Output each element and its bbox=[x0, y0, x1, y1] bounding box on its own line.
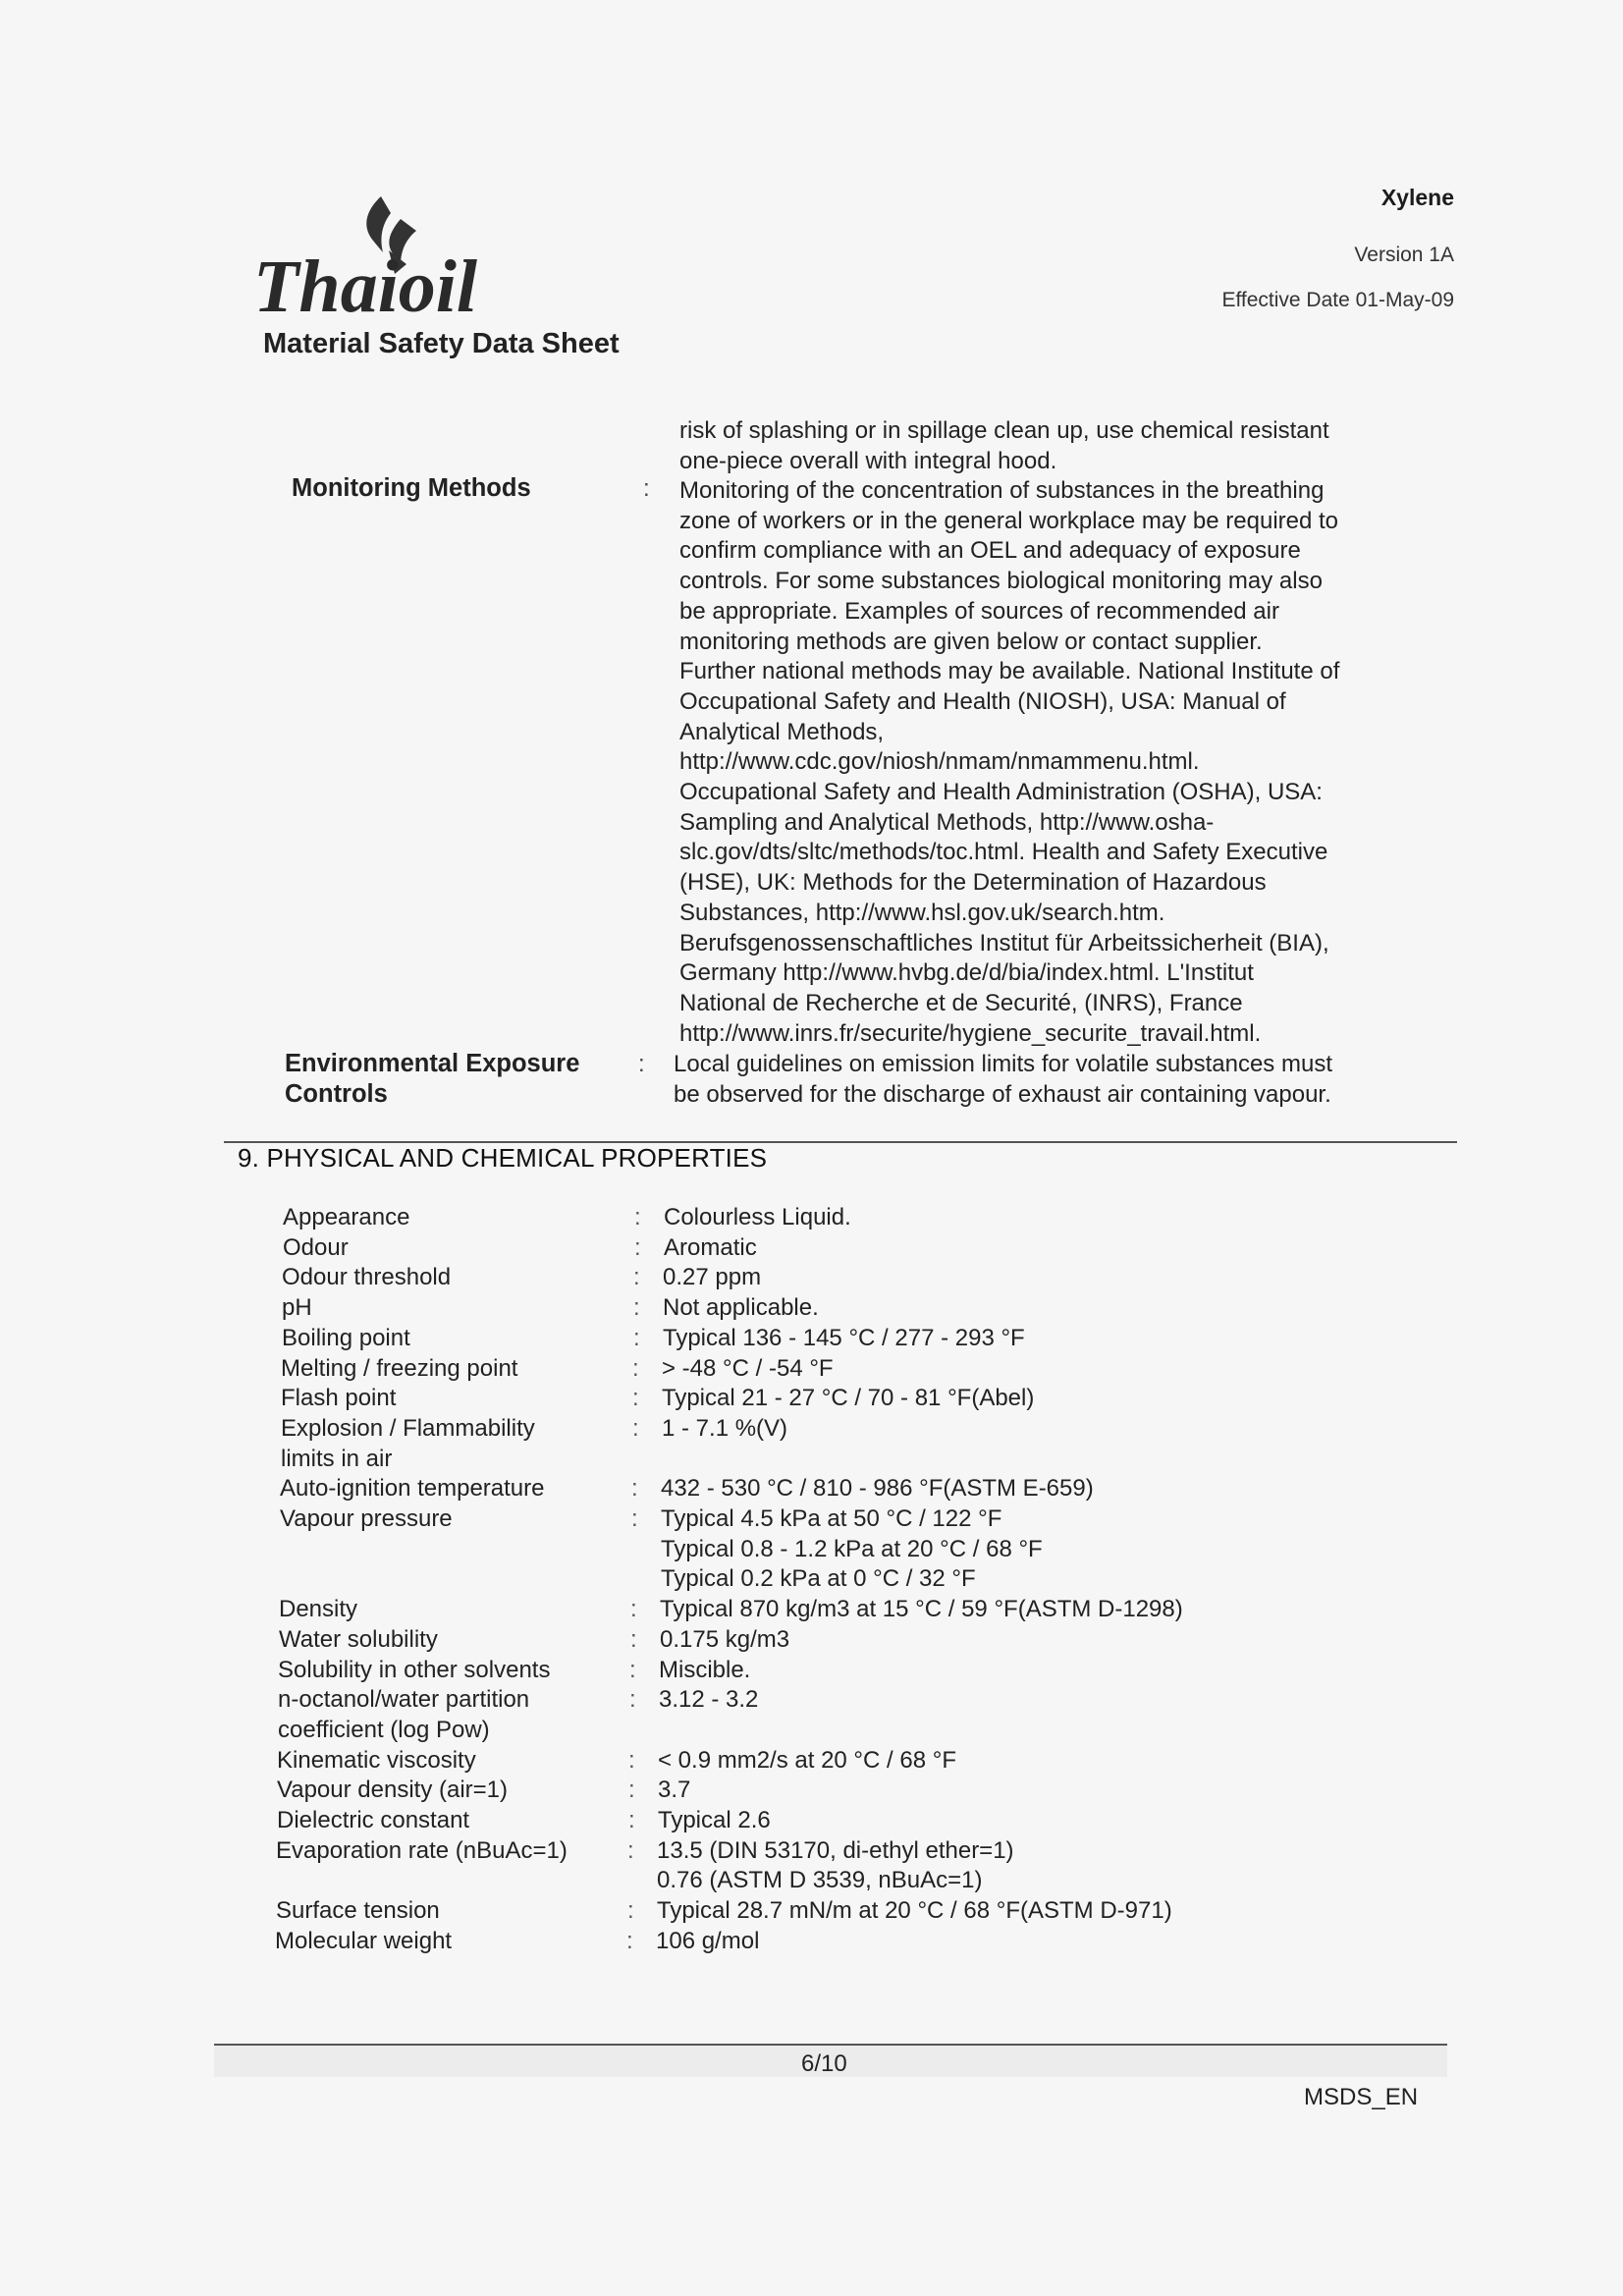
property-label bbox=[275, 1927, 452, 1957]
property-value bbox=[660, 1595, 1183, 1625]
property-label-line: Appearance bbox=[283, 1204, 410, 1230]
property-value bbox=[663, 1293, 819, 1324]
property-label-line: Odour threshold bbox=[282, 1264, 452, 1291]
colon: : bbox=[634, 1233, 641, 1261]
property-label-line: Solubility in other solvents bbox=[278, 1656, 551, 1683]
property-value bbox=[661, 1504, 1043, 1595]
protection-continued-text: risk of splashing or in spillage clean up, use chemical resistant one-piece overall with integral hood. bbox=[679, 417, 1329, 474]
property-label bbox=[276, 1896, 440, 1927]
property-label-line: Boiling point bbox=[282, 1324, 410, 1351]
property-value bbox=[657, 1836, 1014, 1896]
property-value-line: Typical 0.2 kPa at 0 °C / 32 °F bbox=[661, 1565, 976, 1593]
colon: : bbox=[630, 1596, 637, 1623]
version-label: Version 1A bbox=[1354, 244, 1454, 266]
property-label-line: Dielectric constant bbox=[277, 1807, 470, 1833]
property-label-line: limits in air bbox=[281, 1445, 393, 1472]
property-value-line: 0.76 (ASTM D 3539, nBuAc=1) bbox=[657, 1867, 983, 1894]
property-value-line: 432 - 530 °C / 810 - 986 °F(ASTM E-659) bbox=[661, 1475, 1094, 1503]
property-value-line: 3.12 - 3.2 bbox=[659, 1686, 759, 1714]
colon: : bbox=[631, 1505, 638, 1532]
property-value bbox=[662, 1384, 1034, 1414]
property-value bbox=[664, 1203, 851, 1233]
property-label bbox=[278, 1685, 529, 1745]
property-value-line: 106 g/mol bbox=[656, 1927, 760, 1954]
property-value-line: Typical 21 - 27 °C / 70 - 81 °F(Abel) bbox=[662, 1385, 1035, 1412]
colon: : bbox=[628, 1746, 635, 1774]
property-label-line: Vapour pressure bbox=[280, 1505, 453, 1532]
property-value-line: 0.27 ppm bbox=[663, 1264, 762, 1291]
property-value bbox=[656, 1927, 759, 1957]
svg-text:Thaioil: Thaioil bbox=[253, 246, 478, 319]
property-value-line: Typical 4.5 kPa at 50 °C / 122 °F bbox=[661, 1505, 1002, 1532]
colon: : bbox=[633, 1294, 640, 1322]
property-value-line: > -48 °C / -54 °F bbox=[662, 1354, 834, 1382]
property-label bbox=[283, 1203, 409, 1233]
property-label-line: Surface tension bbox=[276, 1897, 440, 1925]
colon: : bbox=[629, 1656, 636, 1683]
property-label-line: Explosion / Flammability bbox=[281, 1414, 535, 1442]
monitoring-methods-label: Monitoring Methods bbox=[292, 474, 531, 502]
colon: : bbox=[627, 1897, 634, 1925]
property-label-line: Density bbox=[279, 1596, 358, 1623]
property-label-line: Flash point bbox=[281, 1385, 397, 1412]
property-value bbox=[660, 1625, 789, 1656]
property-label bbox=[282, 1293, 312, 1324]
colon: : bbox=[633, 1264, 640, 1291]
property-value-line: Typical 0.8 - 1.2 kPa at 20 °C / 68 °F bbox=[661, 1535, 1043, 1562]
property-label bbox=[281, 1414, 535, 1474]
colon: : bbox=[632, 1354, 639, 1382]
colon: : bbox=[633, 1324, 640, 1351]
colon: : bbox=[630, 1625, 637, 1653]
property-value bbox=[662, 1354, 834, 1385]
property-label bbox=[277, 1746, 476, 1777]
property-value bbox=[659, 1656, 750, 1686]
property-label bbox=[283, 1233, 349, 1264]
property-label bbox=[279, 1625, 438, 1656]
property-value-line: 1 - 7.1 %(V) bbox=[662, 1414, 788, 1442]
property-value-line: 13.5 (DIN 53170, di-ethyl ether=1) bbox=[657, 1836, 1014, 1864]
property-value-line: 0.175 kg/m3 bbox=[660, 1625, 790, 1653]
property-value bbox=[661, 1474, 1094, 1504]
property-label bbox=[281, 1354, 517, 1385]
property-label-line: Water solubility bbox=[279, 1625, 438, 1653]
colon: : bbox=[628, 1777, 635, 1804]
property-value bbox=[662, 1414, 787, 1445]
property-value bbox=[658, 1806, 771, 1836]
document-title: Material Safety Data Sheet bbox=[263, 328, 620, 359]
property-label bbox=[282, 1263, 451, 1293]
colon: : bbox=[638, 1051, 645, 1077]
colon: : bbox=[632, 1385, 639, 1412]
page-number: 6/10 bbox=[801, 2050, 847, 2077]
property-value-line: Colourless Liquid. bbox=[664, 1204, 851, 1230]
colon: : bbox=[643, 475, 650, 502]
property-value-line: Typical 870 kg/m3 at 15 °C / 59 °F(ASTM D-1298) bbox=[660, 1596, 1183, 1623]
colon: : bbox=[626, 1927, 633, 1954]
monitoring-methods-text: Monitoring of the concentration of substances in the breathing zone of workers or in the general workplace may be required to confirm compliance with an OEL and adequacy of exposure controls. For some substances biological monitoring may also be appropriate. Examples of sources of recommended air monitoring methods are given below or contact supplier. Further national methods may be available. National Institute of Occupational Safety and Health (NIOSH), USA: Manual of Analytical Methods, http://www.cdc.gov/niosh/nmam/nmammenu.html. Occupational Safety and Health Administration (OSHA), USA: Sampling and Analytical Methods, http://www.osha- slc.gov/dts/sltc/methods/toc.html. Health and Safety Executive (HSE), UK: Methods for the Determination of Hazardous Substances, http://www.hsl.gov.uk/search.htm. Berufsgenossenschaftliches Institut für Arbeitssicherheit (BIA), Germany http://www.hvbg.de/d/bia/index.html. L'Institut National de Recherche et de Securité, (INRS), France http://www.inrs.fr/securite/hygiene_securite_travail.html. bbox=[679, 477, 1340, 1047]
property-label-line: Evaporation rate (nBuAc=1) bbox=[276, 1836, 568, 1864]
property-label-line: coefficient (log Pow) bbox=[278, 1716, 490, 1743]
property-label-line: Kinematic viscosity bbox=[277, 1746, 476, 1774]
property-label bbox=[279, 1595, 357, 1625]
property-value bbox=[659, 1685, 758, 1716]
document-code: MSDS_EN bbox=[1304, 2084, 1419, 2110]
property-label bbox=[281, 1384, 396, 1414]
property-value bbox=[658, 1776, 690, 1806]
property-label-line: n-octanol/water partition bbox=[278, 1686, 530, 1714]
property-label bbox=[277, 1776, 508, 1806]
property-label-line: pH bbox=[282, 1294, 312, 1322]
colon: : bbox=[632, 1414, 639, 1442]
property-value-line: Miscible. bbox=[659, 1656, 751, 1683]
colon: : bbox=[629, 1686, 636, 1714]
property-value bbox=[664, 1233, 757, 1264]
property-value-line: Aromatic bbox=[664, 1233, 757, 1261]
property-label-line: Molecular weight bbox=[275, 1927, 453, 1954]
thaioil-logo bbox=[253, 191, 587, 319]
colon: : bbox=[627, 1836, 634, 1864]
environmental-exposure-label: Environmental Exposure Controls bbox=[285, 1050, 580, 1108]
property-value-line: Typical 28.7 mN/m at 20 °C / 68 °F(ASTM D-971) bbox=[657, 1897, 1172, 1925]
property-label-line: Melting / freezing point bbox=[281, 1354, 518, 1382]
colon: : bbox=[631, 1475, 638, 1503]
property-label bbox=[280, 1504, 453, 1535]
property-value bbox=[663, 1324, 1025, 1354]
property-value bbox=[658, 1746, 956, 1777]
property-value bbox=[657, 1896, 1172, 1927]
property-label bbox=[276, 1836, 568, 1867]
property-label-line: Odour bbox=[283, 1233, 349, 1261]
effective-date: Effective Date 01-May-09 bbox=[1221, 289, 1454, 311]
section-heading: 9. PHYSICAL AND CHEMICAL PROPERTIES bbox=[238, 1143, 768, 1173]
property-label bbox=[278, 1656, 550, 1686]
property-value-line: Typical 2.6 bbox=[658, 1807, 771, 1833]
colon: : bbox=[634, 1204, 641, 1230]
property-value bbox=[663, 1263, 761, 1293]
property-label-line: Auto-ignition temperature bbox=[280, 1475, 545, 1503]
property-value-line: Typical 136 - 145 °C / 277 - 293 °F bbox=[663, 1324, 1025, 1351]
product-name: Xylene bbox=[1380, 185, 1454, 210]
environmental-exposure-text: Local guidelines on emission limits for volatile substances must be observed for the discharge of exhaust air containing vapour. bbox=[674, 1051, 1332, 1108]
property-label bbox=[282, 1324, 410, 1354]
colon: : bbox=[628, 1807, 635, 1833]
property-value-line: < 0.9 mm2/s at 20 °C / 68 °F bbox=[658, 1746, 956, 1774]
property-label bbox=[277, 1806, 469, 1836]
property-label bbox=[280, 1474, 544, 1504]
property-value-line: 3.7 bbox=[658, 1777, 691, 1804]
property-value-line: Not applicable. bbox=[663, 1294, 819, 1322]
property-label-line: Vapour density (air=1) bbox=[277, 1777, 509, 1804]
